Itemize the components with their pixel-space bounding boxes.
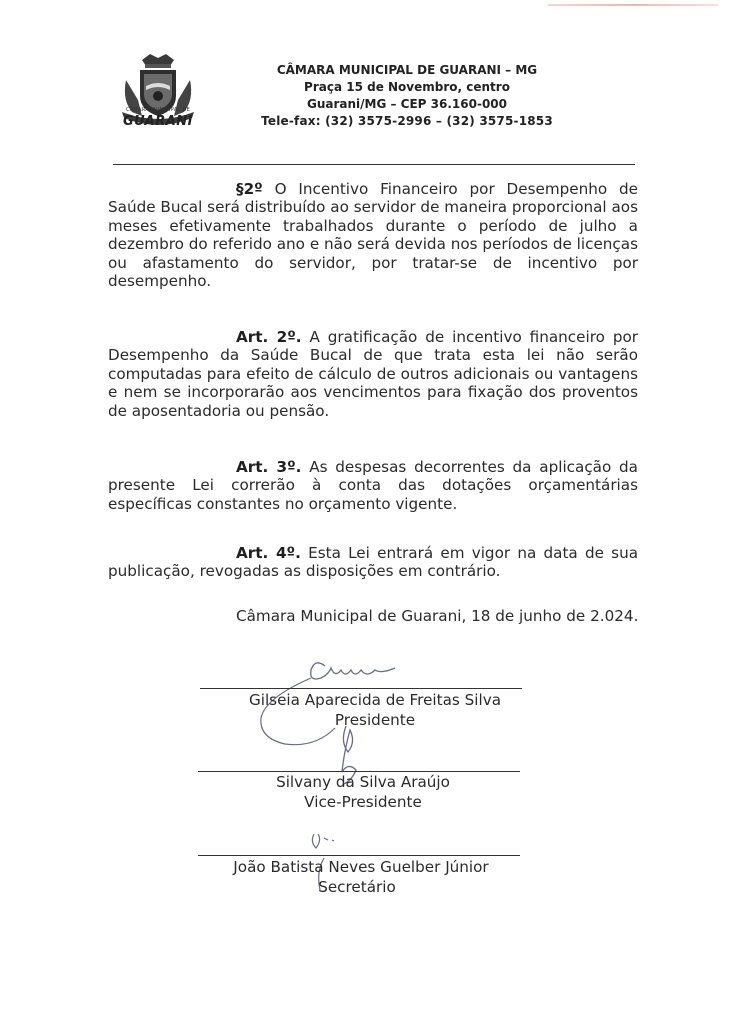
signatory-name: Gilseia Aparecida de Freitas Silva xyxy=(248,691,502,709)
letterhead-line-address: Praça 15 de Novembro, centro xyxy=(304,80,510,94)
date-line: Câmara Municipal de Guarani, 18 de junho de 2.024. xyxy=(236,607,639,625)
article-lead: Art. 4º. xyxy=(236,544,301,562)
article-text: Esta Lei entrará em vigor na data de sua publicação, revogadas as disposições em contrário. xyxy=(108,544,638,581)
letterhead xyxy=(232,62,582,130)
article-lead: Art. 2º. xyxy=(236,328,302,346)
letterhead-line-phone: Tele-fax: (32) 3575-2996 – (32) 3575-1853 xyxy=(261,114,553,128)
signature-line xyxy=(198,771,520,772)
article-lead: Art. 3º. xyxy=(236,458,302,476)
signatory-name: Silvany da Silva Araújo xyxy=(276,773,450,791)
article-text: As despesas decorrentes da aplicação da presente Lei correrão à conta das dotações orçamentárias específicas constantes no orçamento vigente. xyxy=(108,458,638,513)
scan-mark xyxy=(548,4,718,6)
signature-line xyxy=(200,688,522,689)
logo-caption-top: CÂMARA MUNICIPAL DE xyxy=(125,107,191,113)
paragraph-section-2 xyxy=(108,180,638,290)
signatory-name: João Batista Neves Guelber Júnior xyxy=(233,858,489,876)
article-text: A gratificação de incentivo financeiro por Desempenho da Saúde Bucal de que trata esta lei não serão computadas para efeito de cálculo de outros adicionais ou vantagens e nem se incorporarão aos vencimentos para fixação dos proventos de aposentadoria ou pensão. xyxy=(108,328,638,420)
letterhead-line-city: Guarani/MG – CEP 36.160-000 xyxy=(306,97,507,111)
header-divider xyxy=(113,164,635,165)
article-2 xyxy=(108,328,638,420)
paragraph-lead: §2º xyxy=(236,180,263,198)
article-3 xyxy=(108,458,638,513)
logo-caption: GUARANI xyxy=(123,114,193,129)
signatory-role: Vice-Presidente xyxy=(304,793,422,811)
signatory-role: Secretário xyxy=(318,878,396,896)
article-4 xyxy=(108,544,638,581)
signatory-role: Presidente xyxy=(334,711,416,729)
letterhead-line-institution: CÂMARA MUNICIPAL DE GUARANI – MG xyxy=(276,63,538,77)
paragraph-text: O Incentivo Financeiro por Desempenho de Saúde Bucal será distribuído ao servidor de maneira proporcional aos meses efetivamente trabalhados durante o período de julho a dezembro do referido ano e não será devida nos períodos de licenças ou afastamento do servidor, por tratar-se de incentivo por desempenho. xyxy=(108,180,638,291)
signature-line xyxy=(198,855,520,856)
